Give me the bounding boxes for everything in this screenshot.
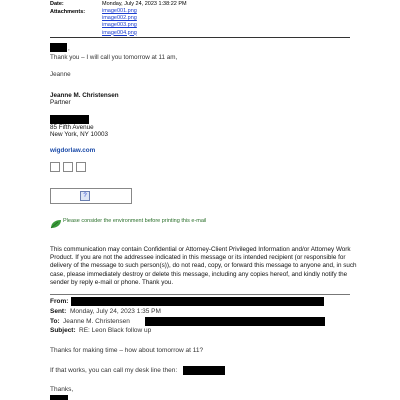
attachments-label: Attachments: [50, 9, 86, 15]
sent-label: Sent: [50, 308, 67, 315]
signature-name: Jeanne M. Christensen [50, 92, 119, 99]
redaction-block [183, 366, 225, 375]
image-placeholder-frame [50, 188, 132, 204]
to-label: To: [50, 318, 60, 325]
social-icon-placeholder[interactable] [63, 162, 73, 172]
redaction-block [50, 395, 68, 400]
reply-line-2: If that works, you can call my desk line then: [50, 367, 178, 374]
header-divider [50, 37, 350, 38]
social-icon-placeholder[interactable] [50, 162, 60, 172]
reply-line-1: Thanks for making time – how about tomorrow at 11? [50, 347, 204, 354]
date-value: Monday, July 24, 2023 1:38:22 PM [102, 1, 187, 7]
reply-divider [50, 294, 350, 295]
address-line-1: 85 Fifth Avenue [50, 124, 94, 131]
to-value: Jeanne M. Christensen [63, 318, 130, 325]
subject-value: RE: Leon Black follow up [79, 327, 152, 334]
leaf-icon [50, 216, 62, 226]
signoff-text: Jeanne [50, 71, 71, 78]
social-icon-placeholder[interactable] [76, 162, 86, 172]
redaction-block [71, 297, 324, 306]
website-link[interactable]: wigdorlaw.com [50, 147, 96, 154]
greeting-comma: , [68, 45, 70, 52]
redaction-block [145, 317, 325, 326]
attachment-link[interactable]: image003.png [102, 22, 137, 29]
subject-label: Subject: [50, 327, 76, 334]
message-text: Thank you – I will call you tomorrow at 11 am, [50, 54, 178, 61]
sent-value: Monday, July 24, 2023 1:35 PM [70, 308, 161, 315]
address-line-2: New York, NY 10003 [50, 131, 108, 138]
redaction-block [50, 115, 89, 124]
redaction-block [50, 43, 67, 52]
from-label: From: [50, 298, 69, 305]
attachments-list [102, 8, 137, 37]
environment-note: Please consider the environment before printing this e-mail [63, 218, 207, 224]
attachment-link[interactable]: image001.png [102, 8, 137, 14]
attachment-link[interactable]: image002.png [102, 15, 137, 22]
reply-closing: Thanks, [50, 386, 74, 393]
broken-image-icon: ? [80, 191, 90, 201]
confidentiality-disclaimer: This communication may contain Confidential or Attorney-Client Privileged Information and/or Attorney Work Product. If you are not the addressee indicated in this message or its intended recipient (or responsible for delivery of the message to such person(s)), do not read, copy, or forward this message to anyone and, in such case, please immediately destroy or delete this message, including any copies hereof, and kindly notify the sender by reply e-mail or phone. Thank you. [50, 246, 357, 286]
date-label: Date: [50, 1, 64, 7]
attachment-link[interactable]: image004.png [102, 29, 137, 36]
signature-title: Partner [50, 99, 71, 106]
